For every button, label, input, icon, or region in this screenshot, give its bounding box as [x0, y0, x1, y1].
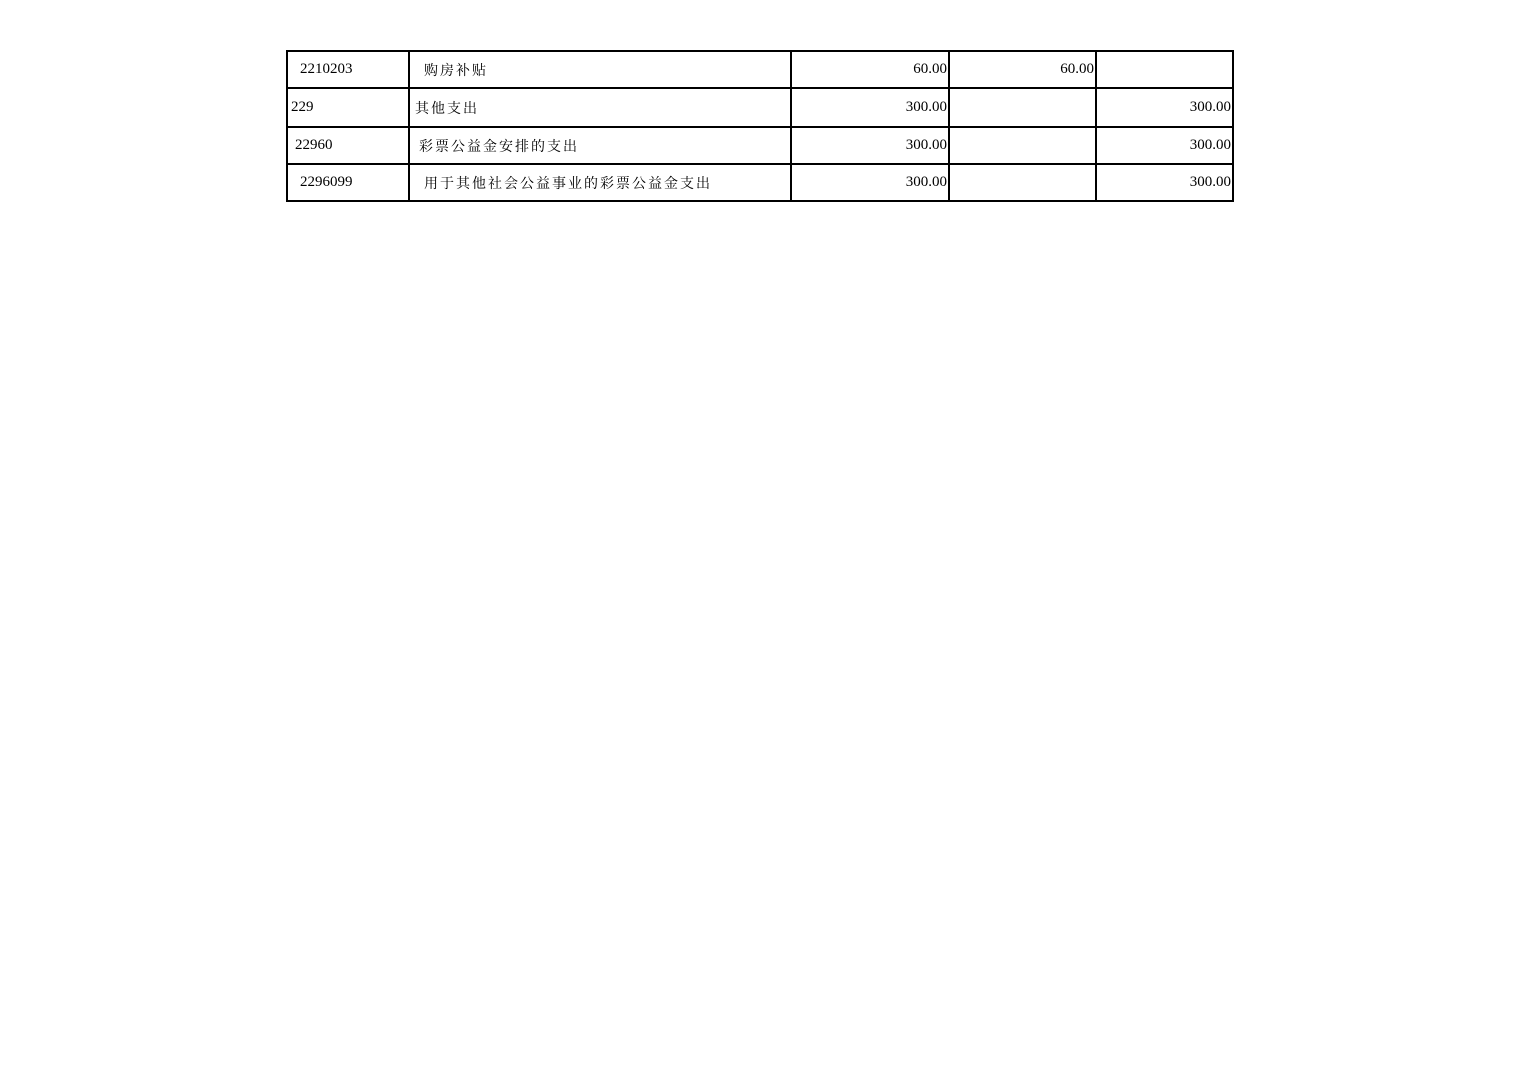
subject-name-cell: 彩票公益金安排的支出	[409, 127, 791, 164]
project-expense-cell: 300.00	[1096, 127, 1233, 164]
subject-name-cell: 购房补贴	[409, 51, 791, 88]
table-row	[287, 127, 1233, 164]
table-row	[287, 88, 1233, 127]
project-expense-cell	[1096, 51, 1233, 88]
basic-expense-cell	[949, 164, 1096, 201]
subject-code-cell: 229	[287, 88, 409, 127]
project-expense-cell: 300.00	[1096, 88, 1233, 127]
subject-code-cell: 2296099	[287, 164, 409, 201]
table-row	[287, 51, 1233, 88]
project-expense-cell: 300.00	[1096, 164, 1233, 201]
subject-code-cell: 22960	[287, 127, 409, 164]
subject-name-cell: 用于其他社会公益事业的彩票公益金支出	[409, 164, 791, 201]
total-amount-cell: 60.00	[791, 51, 949, 88]
basic-expense-cell: 60.00	[949, 51, 1096, 88]
budget-table	[286, 50, 1234, 202]
budget-table-sheet	[286, 50, 1232, 202]
basic-expense-cell	[949, 127, 1096, 164]
total-amount-cell: 300.00	[791, 127, 949, 164]
subject-code-cell: 2210203	[287, 51, 409, 88]
basic-expense-cell	[949, 88, 1096, 127]
total-amount-cell: 300.00	[791, 88, 949, 127]
table-row	[287, 164, 1233, 201]
total-amount-cell: 300.00	[791, 164, 949, 201]
subject-name-cell: 其他支出	[409, 88, 791, 127]
